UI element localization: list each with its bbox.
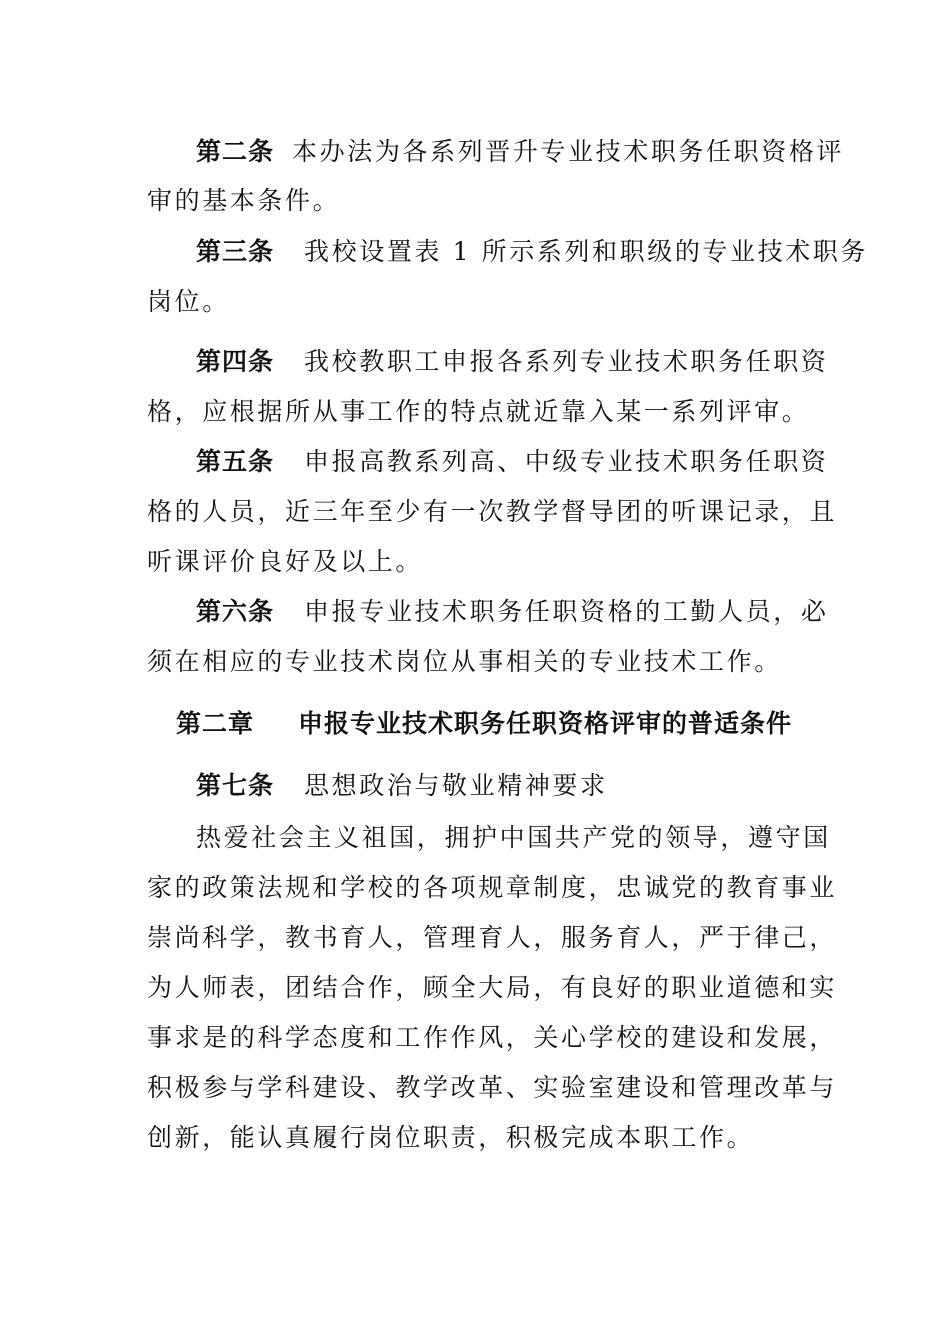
chapter-heading (176, 708, 816, 740)
article-3-label: 第三条 (196, 237, 275, 266)
article-4-first-line (196, 346, 829, 378)
article-7-body-first: 热爱社会主义祖国，拥护中国共产党的领导，遵守国 (196, 823, 831, 852)
article-3-first-line (196, 236, 869, 268)
article-7-title: 思想政治与敬业精神要求 (304, 771, 608, 800)
article-4-label: 第四条 (196, 347, 275, 376)
article-6-text: 申报专业技术职务任职资格的工勤人员，必 (304, 597, 829, 626)
article-5-text: 申报高教系列高、中级专业技术职务任职资 (304, 447, 829, 476)
article-7-body-line: 事求是的科学态度和工作作风，关心学校的建设和发展， (147, 1023, 838, 1052)
article-5-continuation-2: 听课评价良好及以上。 (147, 547, 424, 576)
article-7-body-line: 积极参与学科建设、教学改革、实验室建设和管理改革与 (147, 1073, 838, 1102)
chapter-label: 第二章 (176, 709, 255, 738)
article-4-continuation: 格，应根据所从事工作的特点就近靠入某一系列评审。 (147, 397, 810, 426)
article-2-label: 第二条 (196, 137, 275, 166)
article-5-continuation-1: 格的人员，近三年至少有一次教学督导团的听课记录，且 (147, 497, 838, 526)
article-3-continuation: 岗位。 (147, 287, 230, 316)
article-7-body-line: 为人师表，团结合作，顾全大局，有良好的职业道德和实 (147, 973, 838, 1002)
article-7-body-line: 创新，能认真履行岗位职责，积极完成本职工作。 (147, 1123, 755, 1152)
article-6-continuation: 须在相应的专业技术岗位从事相关的专业技术工作。 (147, 647, 782, 676)
article-7-heading (196, 770, 807, 802)
article-7-body-line: 家的政策法规和学校的各项规章制度，忠诚党的教育事业 (147, 873, 838, 902)
article-6-label: 第六条 (196, 597, 275, 626)
article-5-label: 第五条 (196, 447, 275, 476)
article-7-body-line: 崇尚科学，教书育人，管理育人，服务育人，严于律己， (147, 923, 838, 952)
article-2-text: 本办法为各系列晋升专业技术职务任职资格评 (292, 137, 845, 166)
article-2-continuation: 审的基本条件。 (147, 186, 341, 215)
chapter-title: 申报专业技术职务任职资格评审的普适条件 (298, 709, 793, 738)
article-7-label: 第七条 (196, 771, 275, 800)
article-2-first-line (196, 136, 845, 168)
article-4-text: 我校教职工申报各系列专业技术职务任职资 (304, 347, 829, 376)
article-5-first-line (196, 446, 829, 478)
article-3-text: 我校设置表 1 所示系列和职级的专业技术职务 (304, 237, 869, 266)
article-6-first-line (196, 596, 829, 628)
